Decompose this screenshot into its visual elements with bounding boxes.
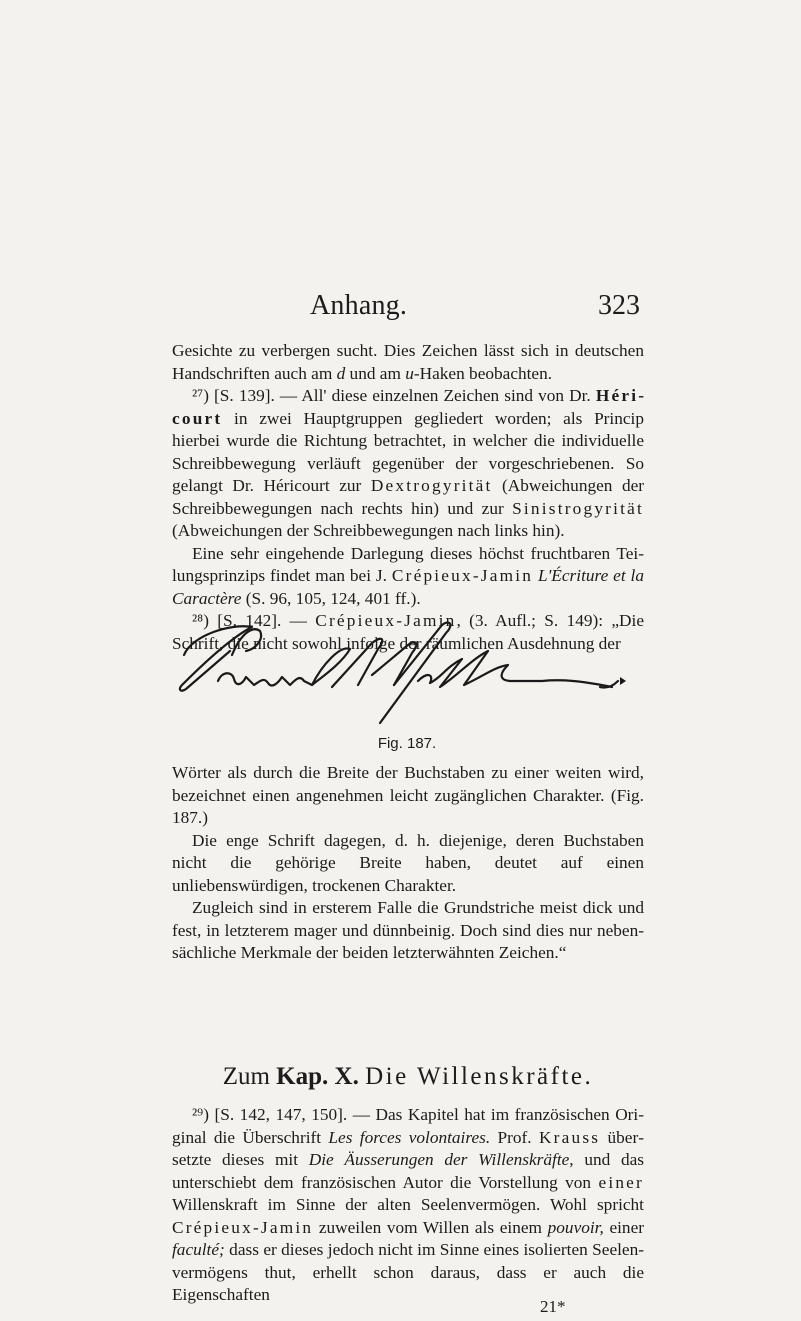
handwriting-figure: [172, 615, 642, 725]
footnote-29: ²⁹) [S. 142, 147, 150]. — Das Kapitel hat im französischen Original die Überschrift Les forces volontaires. Prof. Krauss übersetzte dieses mit Die Äusserungen der Willenskräfte, und das unterschiebt dem französischen Autor die Vorstellung von einer Willenskraft im Sinne der alten Seelenvermögen. Wohl spricht Crépieux-Jamin zuweilen vom Willen als einem pouvoir, einer faculté; dass er dieses jedoch nicht im Sinne eines isolierten Seelenvermögens thut, erhellt schon daraus, dass er auch die Eigenschaften: [172, 1105, 645, 1304]
text-block-top: [172, 340, 644, 655]
signature-mark: 21*: [540, 1297, 566, 1316]
arrow-tip: [620, 677, 626, 685]
stroke-word-body: [218, 648, 350, 685]
paragraph-eine: Eine sehr eingehende Darlegung dieses höchst fruchtbaren Teilungsprinzips findet man bei J. Crépieux-Jamin L'Écriture et la Caractère (S. 96, 105, 124, 401 ff.).: [172, 543, 644, 608]
page-number: 323: [598, 290, 640, 321]
paragraph-zugleich: Zugleich sind in ersterem Falle die Grundstriche meist dick und fest, in letzterem mager und dünnbeinig. Doch sind dies nur nebensächliche Merkmale der beiden letzterwähnten Zeichen.“: [172, 898, 644, 962]
stroke-word-end: [418, 651, 612, 687]
paragraph-enge: Die enge Schrift dagegen, d. h. diejenige, deren Buchstaben nicht die gehörige Breite haben, deutet auf einen unliebenswürdigen, trockenen Charakter.: [172, 830, 644, 895]
paragraph-continuation: Gesichte zu verbergen sucht. Dies Zeichen lässt sich in deutschen Handschriften auch am d und am u-Haken beobachten.: [172, 341, 644, 383]
stroke-long-descender: [380, 623, 450, 723]
running-header: [180, 290, 640, 330]
running-title: Anhang.: [310, 290, 408, 321]
stroke-tall-letters: [332, 639, 416, 687]
text-block-bottom: [172, 1104, 644, 1307]
footnote-28: ²⁸) [S. 142]. — Crépieux-Jamin, (3. Aufl.; S. 149): „Die Schrift, die nicht sowohl infolge der räumlichen Ausdehnung der: [172, 611, 644, 653]
chapter-heading: Zum Kap. X. Die Willenskräfte.: [222, 1063, 594, 1090]
footnote-27: ²⁷) [S. 139]. — All' diese einzelnen Zeichen sind von Dr. Héricourt in zwei Hauptgruppen gegliedert worden; als Princip hierbei wurde die Richtung betrachtet, in welcher die individuelle Schreibbewegung verläuft gegenüber der vorgeschriebenen. So gelangt Dr. Héricourt zur Dextrogyrität (Abweichungen der Schreibbewegungen nach rechts hin) und zur Sinistrogyrität (Abweichungen der Schreibbewegungen nach links hin).: [172, 386, 645, 540]
text-block-middle: [172, 762, 644, 965]
stroke-top-loop: [232, 629, 261, 655]
paragraph-woerter: Wörter als durch die Breite der Buchstaben zu einer weiten wird, bezeichnet einen angenehmen leicht zugänglichen Charakter. (Fig. 187.): [172, 763, 644, 827]
stroke-initial-loop: [180, 626, 252, 690]
figure-caption: Fig. 187.: [377, 735, 437, 752]
